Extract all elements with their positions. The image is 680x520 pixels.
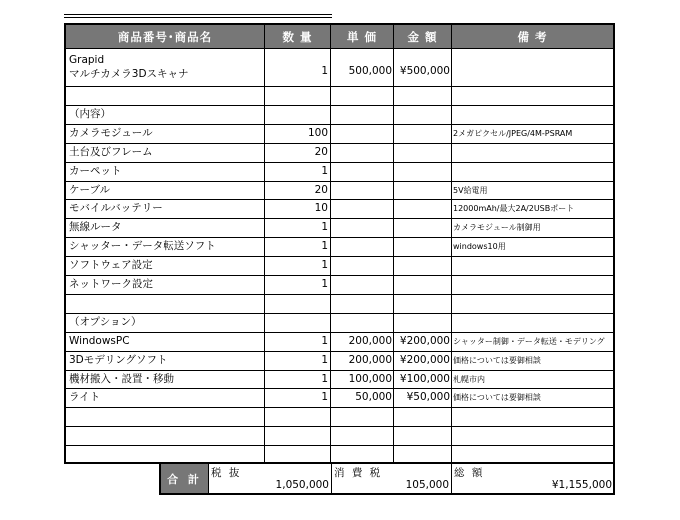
row-divider [66,199,613,200]
product-qty: 1 [321,65,328,77]
row-divider [66,426,613,427]
totals-label: 合 計 [161,464,208,493]
row-divider [66,370,613,371]
row-13-qty: 1 [321,334,328,347]
row-12-name: （オプション） [69,315,142,328]
tax-label: 消 費 税 [334,467,383,479]
row-10-name: ネットワーク設定 [69,278,153,290]
row-6-name: モバイルバッテリー [69,202,163,215]
product-name-line1: Grapid [69,54,105,66]
row-divider [66,105,613,106]
row-9-name: ソフトウェア設定 [69,259,153,272]
row-divider [66,162,613,163]
row-7-qty: 1 [321,221,328,234]
row-divider [66,294,613,295]
row-2-name: カメラモジュール [69,126,153,139]
header-note: 備 考 [452,25,613,49]
row-10-qty: 1 [321,278,328,290]
column-divider [331,464,332,493]
row-4-qty: 1 [321,164,328,177]
row-16-unit: 50,000 [355,391,392,404]
row-divider [66,218,613,219]
row-divider [66,143,613,144]
row-divider [66,445,613,446]
row-13-unit: 200,000 [348,334,392,347]
decorative-line [64,17,332,18]
row-divider [66,351,613,352]
row-13-note: シャッター制御・データ転送・モデリング [453,336,605,346]
pretax-value: 1,050,000 [275,479,329,491]
header-qty: 数 量 [265,25,331,49]
row-14-amount: ¥200,000 [399,353,450,366]
header-unit-price: 単 価 [331,25,394,49]
row-9-qty: 1 [321,259,328,272]
row-15-unit: 100,000 [348,372,392,385]
estimate-table [64,23,615,464]
row-8-name: シャッター・データ転送ソフト [69,240,216,253]
row-16-amount: ¥50,000 [406,391,450,404]
row-16-qty: 1 [321,391,328,404]
row-2-qty: 100 [307,126,328,139]
row-7-note: カメラモジュール制御用 [453,223,541,233]
row-14-qty: 1 [321,353,328,366]
product-name-line2: マルチカメラ3Dスキャナ [69,68,189,80]
row-15-qty: 1 [321,372,328,385]
header-amount: 金 額 [394,25,452,49]
row-16-note: 価格については要御相談 [453,393,541,403]
row-5-qty: 20 [314,183,328,196]
decorative-line [64,14,332,15]
total-label: 総 額 [454,467,485,479]
row-divider [66,275,613,276]
product-unit-price: 500,000 [348,65,392,77]
row-divider [66,313,613,314]
row-15-amount: ¥100,000 [399,372,450,385]
row-4-name: カーペット [69,164,122,177]
row-3-name: 土台及びフレーム [69,145,153,158]
row-15-name: 機材搬入・設置・移動 [69,372,174,385]
row-8-qty: 1 [321,240,328,253]
row-15-note: 札幌市内 [453,374,485,384]
tax-value: 105,000 [405,479,449,491]
row-3-qty: 20 [314,145,328,158]
row-8-note: windows10用 [453,242,506,252]
row-divider [66,407,613,408]
column-divider [451,464,452,493]
row-14-name: 3Dモデリングソフト [69,353,168,366]
row-16-name: ライト [69,391,101,404]
row-divider [66,388,613,389]
pretax-label: 税 抜 [211,467,242,479]
row-divider [66,124,613,125]
row-14-unit: 200,000 [348,353,392,366]
row-5-note: 5V給電用 [453,185,488,195]
header-name: 商品番号･商品名 [66,25,265,49]
row-divider [66,237,613,238]
column-divider [208,464,209,493]
row-2-note: 2メガピクセル/JPEG/4M-PSRAM [453,128,573,138]
total-value: ¥1,155,000 [551,479,612,491]
row-divider [66,86,613,87]
row-7-name: 無線ルータ [69,221,122,234]
row-6-note: 12000mAh/最大2A/2USBポート [453,204,575,214]
row-divider [66,256,613,257]
totals-row [159,464,615,495]
row-6-qty: 10 [314,202,328,215]
row-divider [66,332,613,333]
product-amount: ¥500,000 [399,65,450,77]
row-1-name: （内容） [69,107,111,120]
row-13-name: WindowsPC [69,334,130,347]
row-5-name: ケーブル [69,183,111,196]
row-divider [66,181,613,182]
row-13-amount: ¥200,000 [399,334,450,347]
row-14-note: 価格については要御相談 [453,355,541,365]
